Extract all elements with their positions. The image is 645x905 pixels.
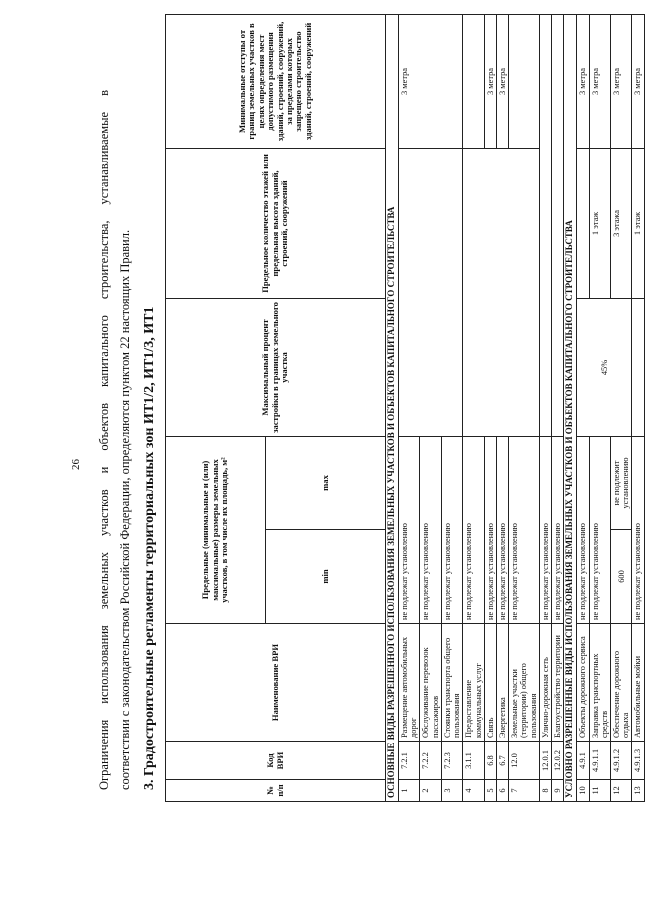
- table-row: 6 6.7 Энергетика не подлежат установлению 3 метра: [497, 14, 509, 801]
- merged-empty-cell: [539, 14, 551, 436]
- setback-empty: [463, 14, 484, 148]
- percent-value: 45%: [577, 298, 632, 436]
- section-conditional-uses: УСЛОВНО РАЗРЕШЕННЫЕ ВИДЫ ИСПОЛЬЗОВАНИЯ ЗЕМЕЛЬНЫХ УЧАСТКОВ И ОБЪЕКТОВ КАПИТАЛЬНОГО СТРОИТЕЛЬСТВА: [564, 14, 577, 801]
- setback-value: 3 метра: [484, 14, 496, 148]
- percent-empty: [632, 298, 644, 436]
- setback-value: 3 метра: [632, 14, 644, 148]
- header-number: № п/п: [166, 780, 386, 802]
- intro-line-1: Ограничения использования земельных участков и объектов капитального строительства, устанавливаемые в: [97, 90, 111, 790]
- section-heading: 3. Градостроительные регламенты территориальных зон ИТ1/2, ИТ1/3, ИТ1: [142, 306, 157, 790]
- table-row: 13 4.9.1.3 Автомобильные мойки не подлежат установлению 1 этаж 3 метра: [632, 14, 644, 801]
- header-floors: Предельное количество этажей или предельная высота зданий, строений, сооружений: [166, 148, 386, 298]
- table-row: 2 7.2.2 Обслуживание перевозок пассажиров не подлежат установлению: [420, 14, 441, 801]
- merged-empty-cell: [463, 148, 540, 436]
- header-percent: Максимальный процент застройки в границах земельного участка: [166, 298, 386, 436]
- table-row: 4 3.1.1 Предоставление коммунальных услуг не подлежат установлению: [463, 14, 484, 801]
- setback-value: 3 метра: [589, 14, 610, 148]
- table-row: 10 4.9.1 Объекты дорожного сервиса не подлежат установлению 45% 3 метра: [577, 14, 589, 801]
- floors-value: 3 этажа: [611, 148, 632, 298]
- merged-empty-cell: [398, 148, 462, 436]
- setback-value: 3 метра: [577, 14, 589, 148]
- header-setback: Минимальные отступы от границ земельных участков в целях определения мест допустимого размещения зданий, строений, сооружений, за пределами которых запрещено строительство зданий, строений, сооружений: [166, 14, 386, 148]
- table-row: 5 6.8 Связь не подлежат установлению 3 метра: [484, 14, 496, 801]
- setback-value: 3 метра: [611, 14, 632, 148]
- table-row: 9 12.0.2 Благоустройство территории не подлежат установлению: [552, 14, 564, 801]
- page-number: 26: [70, 459, 82, 470]
- header-name: Наименование ВРИ: [166, 624, 386, 742]
- section-main-uses: ОСНОВНЫЕ ВИДЫ РАЗРЕШЕННОГО ИСПОЛЬЗОВАНИЯ ЗЕМЕЛЬНЫХ УЧАСТКОВ И ОБЪЕКТОВ КАПИТАЛЬНОГО СТРОИТЕЛЬСТВА: [386, 14, 399, 801]
- area-min-value: 600: [611, 530, 632, 624]
- intro-line-2: соответствии с законодательством Российской Федерации, определяются пунктом 22 настоящих Правил.: [118, 229, 132, 790]
- table-row: 3 7.2.3 Стоянки транспорта общего пользования не подлежат установлению: [441, 14, 462, 801]
- floors-empty: [577, 148, 589, 298]
- setback-empty: [509, 14, 540, 148]
- header-code: Код ВРИ: [166, 742, 386, 780]
- floors-value: 1 этаж: [632, 148, 644, 298]
- header-area: Предельные (минимальные и (или) максимальные) размеры земельных участков, в том числе их площадь, м²: [166, 436, 266, 623]
- header-max: max: [266, 436, 386, 529]
- table-row: 11 4.9.1.1 Заправка транспортных средств не подлежат установлению 1 этаж 3 метра: [589, 14, 610, 801]
- setback-value: 3 метра: [497, 14, 509, 148]
- setback-value: 3 метра: [398, 14, 462, 148]
- table-row: 7 12.0 Земельные участки (территории) общего пользования не подлежат установлению: [509, 14, 540, 801]
- table-row: 8 12.0.1 Улично-дорожная сеть не подлежат установлению: [539, 14, 551, 801]
- table-row: 12 4.9.1.2 Обеспечение дорожного отдыха 600 не подлежит установлению 3 этажа 3 метра: [611, 14, 632, 801]
- regulations-table: [165, 14, 645, 802]
- area-max-value: не подлежит установлению: [611, 436, 632, 529]
- header-min: min: [266, 530, 386, 624]
- merged-empty-cell: [552, 14, 564, 436]
- table-row: 1 7.2.1 Размещение автомобильных дорог не подлежат установлению 3 метра: [398, 14, 419, 801]
- floors-value: 1 этаж: [589, 148, 610, 298]
